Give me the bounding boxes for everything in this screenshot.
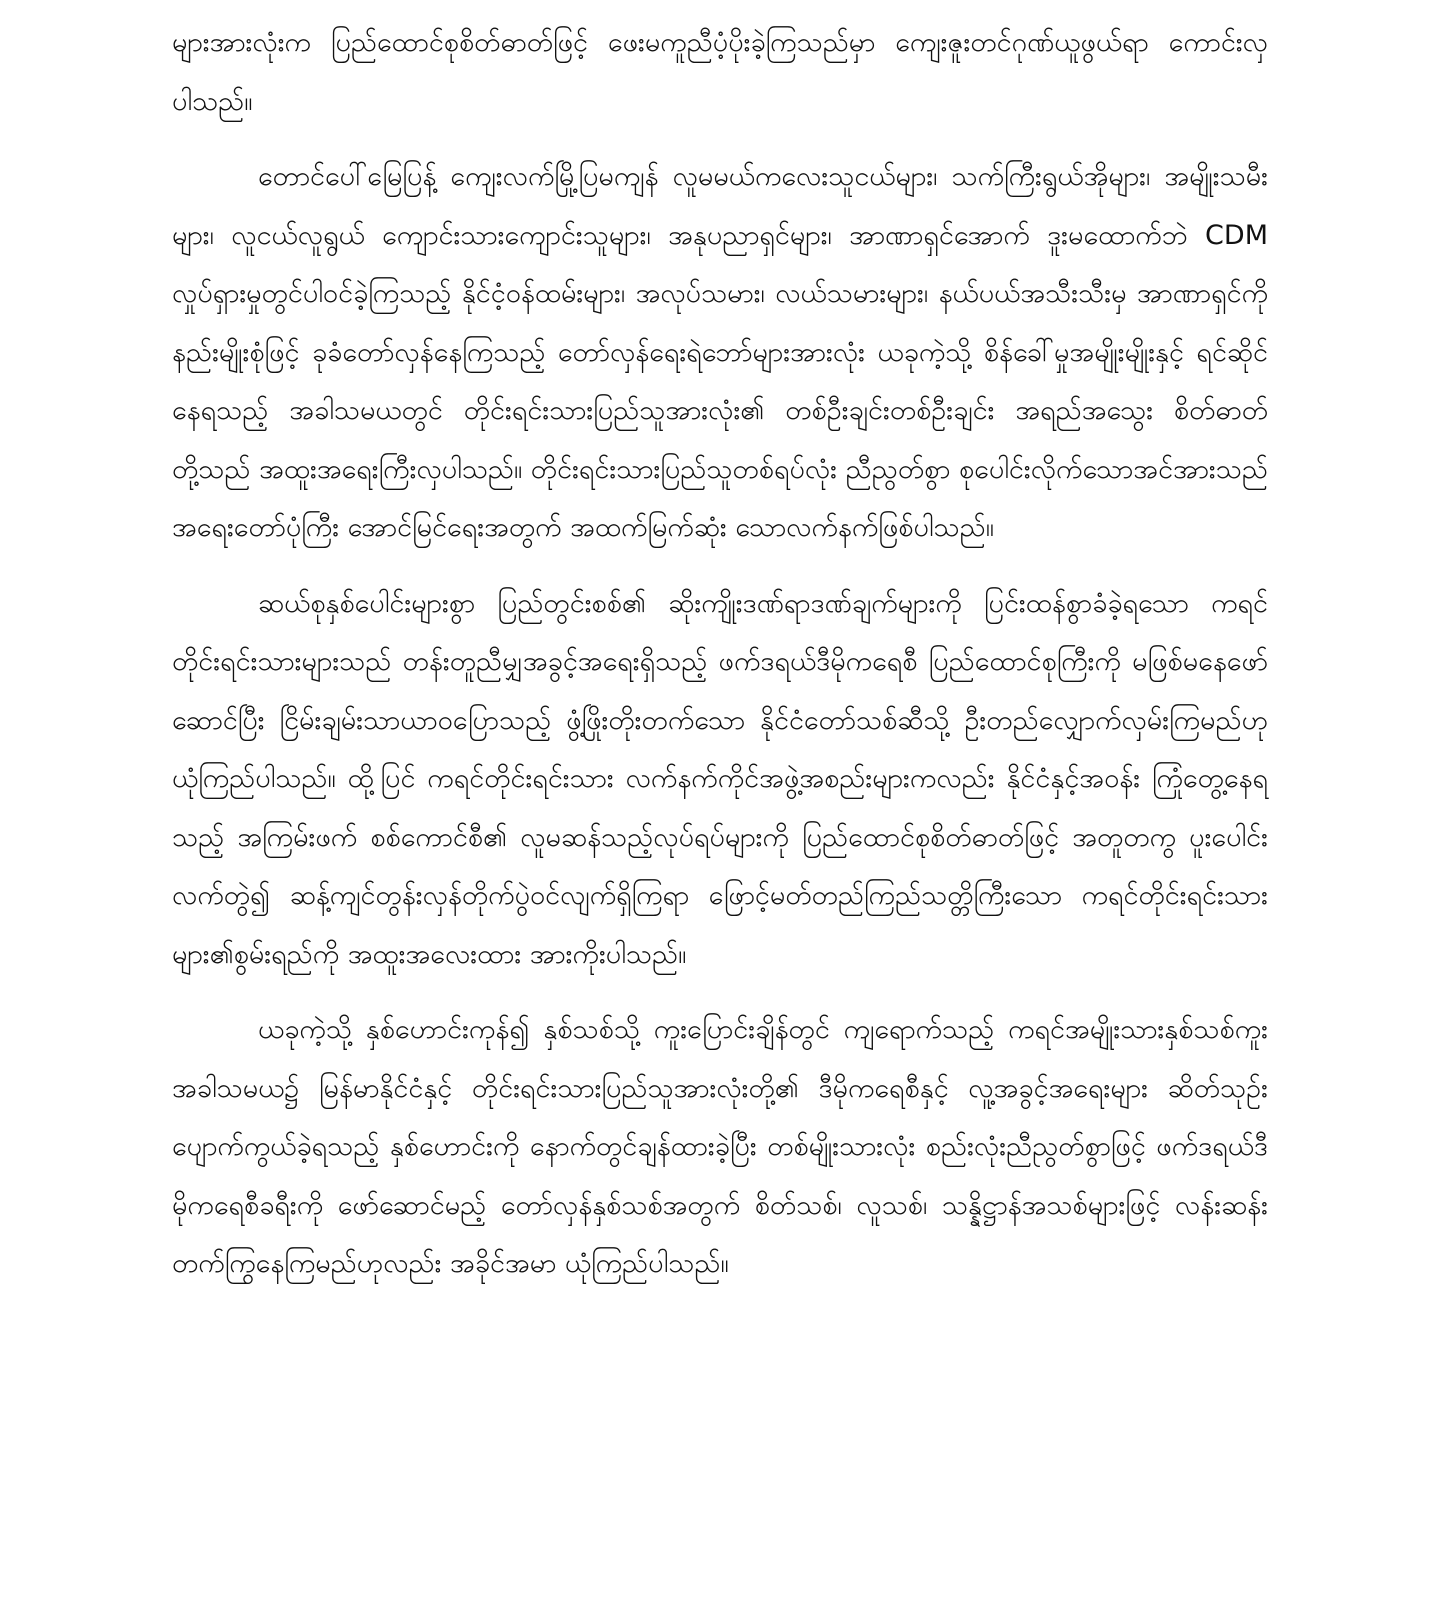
paragraph-1: များအားလုံးက ပြည်ထောင်စုစိတ်ဓာတ်ဖြင့် ဖေးမကူညီပံ့ပိုးခဲ့ကြသည်မှာ ကျေးဇူးတင်ဂုဏ်ယူဖွယ်ရာ ကောင်းလှပါသည်။: [172, 27, 1268, 117]
paragraph-4: ယခုကဲ့သို့ နှစ်ဟောင်းကုန်၍ နှစ်သစ်သို့ ကူးပြောင်းချိန်တွင် ကျရောက်သည့် ကရင်အမျိုးသားနှစ်သစ်ကူးအခါသမယ၌ မြန်မာနိုင်ငံနှင့် တိုင်းရင်းသားပြည်သူအားလုံးတို့၏ ဒီမိုကရေစီနှင့် လူ့အခွင့်အရေးများ ဆိတ်သုဉ်းပျောက်ကွယ်ခဲ့ရသည့် နှစ်ဟောင်းကို နောက်တွင်ချန်ထားခဲ့ပြီး တစ်မျိုးသားလုံး စည်းလုံးညီညွတ်စွာဖြင့် ဖက်ဒရယ်ဒီမိုကရေစီခရီးကို ဖော်ဆောင်မည့် တော်လှန်နှစ်သစ်အတွက် စိတ်သစ်၊ လူသစ်၊ သန္နိဋ္ဌာန်အသစ်များဖြင့် လန်းဆန်းတက်ကြွနေကြမည်ဟုလည်း အခိုင်အမာ ယုံကြည်ပါသည်။: [172, 1014, 1268, 1279]
document-page: [172, 14, 1268, 1311]
paragraph-3: ဆယ်စုနှစ်ပေါင်းများစွာ ပြည်တွင်းစစ်၏ ဆိုးကျိုးဒဏ်ရာဒဏ်ချက်များကို ပြင်းထန်စွာခံခဲ့ရသော ကရင်တိုင်းရင်းသားများသည် တန်းတူညီမျှအခွင့်အရေးရှိသည့် ဖက်ဒရယ်ဒီမိုကရေစီ ပြည်ထောင်စုကြီးကို မဖြစ်မနေဖော်ဆောင်ပြီး ငြိမ်းချမ်းသာယာဝပြောသည့် ဖွံ့ဖြိုးတိုးတက်သော နိုင်ငံတော်သစ်ဆီသို့ ဦးတည်လျှောက်လှမ်းကြမည်ဟု ယုံကြည်ပါသည်။ ထို့ပြင် ကရင်တိုင်းရင်းသား လက်နက်ကိုင်အဖွဲ့အစည်းများကလည်း နိုင်ငံနှင့်အဝန်း ကြုံတွေ့နေရသည့် အကြမ်းဖက် စစ်ကောင်စီ၏ လူမဆန်သည့်လုပ်ရပ်များကို ပြည်ထောင်စုစိတ်ဓာတ်ဖြင့် အတူတကွ ပူးပေါင်း လက်တွဲ၍ ဆန့်ကျင်တွန်းလှန်တိုက်ပွဲဝင်လျက်ရှိကြရာ ဖြောင့်မတ်တည်ကြည်သတ္တိကြီးသော ကရင်တိုင်းရင်းသားများ၏စွမ်းရည်ကို အထူးအလေးထား အားကိုးပါသည်။: [172, 587, 1268, 970]
paragraph-2: တောင်ပေါ်မြေပြန့် ကျေးလက်မြို့ပြမကျန် လူမမယ်ကလေးသူငယ်များ၊ သက်ကြီးရွယ်အိုများ၊ အမျိုးသမီးများ၊ လူငယ်လူရွယ် ကျောင်းသားကျောင်းသူများ၊ အနုပညာရှင်များ၊ အာဏာရှင်အောက် ဒူးမထောက်ဘဲ CDM လှုပ်ရှားမှုတွင်ပါဝင်ခဲ့ကြသည့် နိုင်ငံ့ဝန်ထမ်းများ၊ အလုပ်သမား၊ လယ်သမားများ၊ နယ်ပယ်အသီးသီးမှ အာဏာရှင်ကို နည်းမျိုးစုံဖြင့် ခုခံတော်လှန်နေကြသည့် တော်လှန်ရေးရဲဘော်များအားလုံး ယခုကဲ့သို့ စိန်ခေါ်မှုအမျိုးမျိုးနှင့် ရင်ဆိုင်နေရသည့် အခါသမယတွင် တိုင်းရင်းသားပြည်သူအားလုံး၏ တစ်ဦးချင်းတစ်ဦးချင်း အရည်အသွေး စိတ်ဓာတ်တို့သည် အထူးအရေးကြီးလှပါသည်။ တိုင်းရင်းသားပြည်သူတစ်ရပ်လုံး ညီညွတ်စွာ စုပေါင်းလိုက်သောအင်အားသည် အရေးတော်ပုံကြီး အောင်မြင်ရေးအတွက် အထက်မြက်ဆုံး သောလက်နက်ဖြစ်ပါသည်။: [172, 161, 1268, 543]
